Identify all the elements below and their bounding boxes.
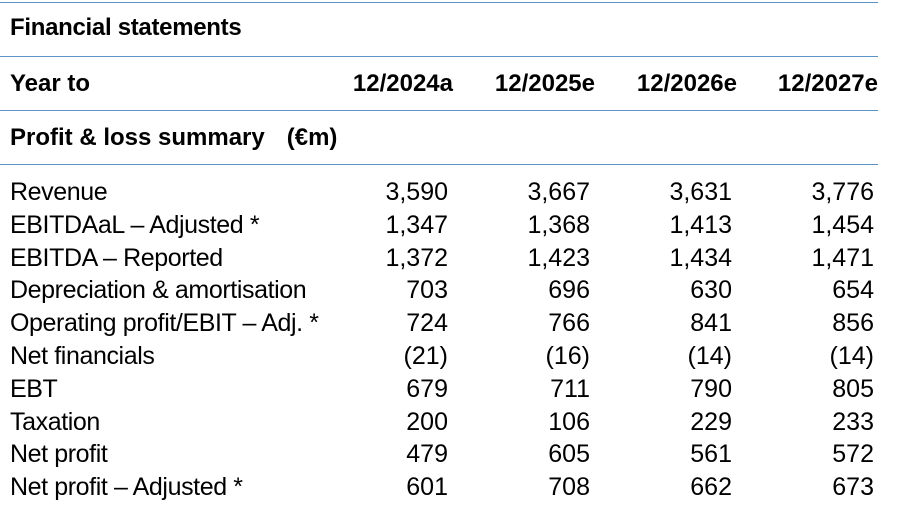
cell-value: 106 — [548, 407, 590, 436]
table-row — [0, 438, 900, 471]
cell-value: 1,413 — [669, 210, 732, 239]
table-row — [0, 307, 900, 340]
table-row — [0, 209, 900, 242]
cell-value: 479 — [406, 440, 448, 469]
table-row — [0, 176, 900, 209]
section-rule — [0, 164, 878, 165]
cell-value: 3,590 — [385, 178, 448, 206]
cell-value: 1,368 — [527, 210, 590, 239]
cell-value: 1,434 — [669, 243, 732, 272]
section-label: Profit & loss summary — [10, 124, 265, 151]
table-row — [0, 340, 900, 373]
cell-value: 679 — [406, 374, 448, 403]
cell-value: 708 — [548, 473, 590, 502]
column-header-2026: 12/2026e — [636, 70, 737, 97]
cell-value: 673 — [832, 473, 874, 502]
cell-value: 703 — [406, 276, 448, 305]
cell-value: 654 — [832, 276, 874, 305]
cell-value: 561 — [690, 440, 732, 469]
row-label: Net profit – Adjusted * — [10, 473, 243, 502]
cell-value: 805 — [832, 374, 874, 403]
cell-value: 766 — [548, 309, 590, 338]
cell-value: 3,631 — [669, 178, 732, 206]
column-header-2024: 12/2024a — [352, 70, 453, 97]
cell-value: 1,471 — [811, 243, 874, 272]
cell-value: 856 — [832, 309, 874, 338]
cell-value: 605 — [548, 440, 590, 469]
table-row — [0, 471, 900, 504]
table-row — [0, 373, 900, 406]
table-row — [0, 274, 900, 307]
cell-value: 790 — [690, 374, 732, 403]
row-label: EBITDA – Reported — [10, 243, 223, 272]
section-unit: (€m) — [286, 124, 338, 151]
cell-value: 662 — [690, 473, 732, 502]
cell-value: 229 — [690, 407, 732, 436]
cell-value: 3,667 — [527, 178, 590, 206]
cell-value: (14) — [829, 341, 874, 370]
cell-value: 630 — [690, 276, 732, 305]
top-rule — [0, 2, 878, 3]
cell-value: 1,347 — [385, 210, 448, 239]
row-label: Taxation — [10, 407, 100, 436]
cell-value: (14) — [687, 341, 732, 370]
header-rule — [0, 110, 878, 111]
row-label: Net profit — [10, 440, 108, 469]
pl-table — [0, 176, 900, 504]
cell-value: 696 — [548, 276, 590, 305]
row-label: EBT — [10, 374, 58, 403]
cell-value: 1,372 — [385, 243, 448, 272]
cell-value: 724 — [406, 309, 448, 338]
table-row — [0, 242, 900, 275]
row-label: Revenue — [10, 178, 108, 206]
row-label: Depreciation & amortisation — [10, 276, 307, 305]
year-to-label: Year to — [10, 70, 91, 97]
cell-value: (16) — [545, 341, 590, 370]
table-row — [0, 406, 900, 439]
column-header-2027: 12/2027e — [777, 70, 878, 97]
column-header-2025: 12/2025e — [494, 70, 595, 97]
cell-value: 572 — [832, 440, 874, 469]
cell-value: 601 — [406, 473, 448, 502]
cell-value: 1,454 — [811, 210, 874, 239]
cell-value: (21) — [403, 341, 448, 370]
row-label: EBITDAaL – Adjusted * — [10, 210, 260, 239]
section-heading — [10, 124, 337, 152]
cell-value: 233 — [832, 407, 874, 436]
title-rule — [0, 56, 878, 57]
row-label: Net financials — [10, 341, 155, 370]
cell-value: 3,776 — [811, 178, 874, 206]
row-label: Operating profit/EBIT – Adj. * — [10, 309, 319, 338]
cell-value: 711 — [550, 374, 590, 403]
cell-value: 841 — [690, 309, 732, 338]
cell-value: 1,423 — [527, 243, 590, 272]
cell-value: 200 — [406, 407, 448, 436]
page-title: Financial statements — [10, 14, 242, 41]
